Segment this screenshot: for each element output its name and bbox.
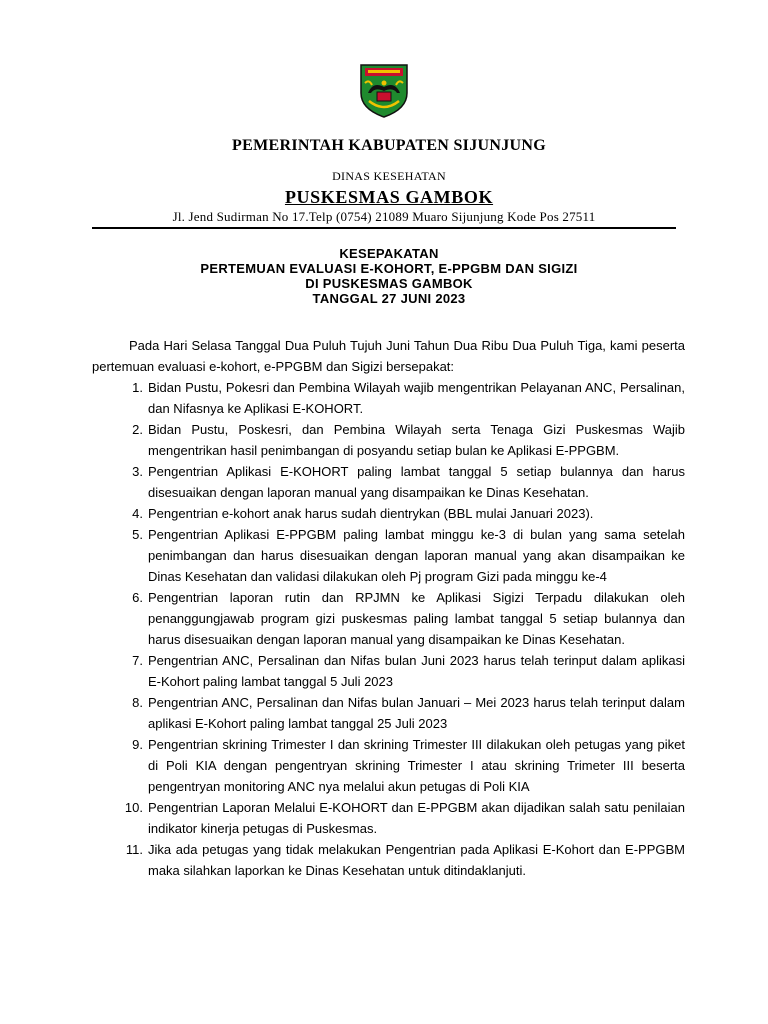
letterhead-divider — [92, 227, 676, 229]
title-line-2: PERTEMUAN EVALUASI E-KOHORT, E-PPGBM DAN SIGIZI — [200, 261, 578, 276]
item-text: Jika ada petugas yang tidak melakukan Pengentrian pada Aplikasi E-Kohort dan E-PPGBM maka silahkan laporkan ke Dinas Kesehatan untuk ditindaklanjuti. — [148, 842, 685, 878]
document-title — [0, 246, 768, 306]
intro-text: Pada Hari Selasa Tanggal Dua Puluh Tujuh Juni Tahun Dua Ribu Dua Puluh Tiga, kami peserta pertemuan evaluasi e-kohort, e-PPGBM dan Sigizi bersepakat: — [92, 338, 685, 374]
title-line-3: DI PUSKESMAS GAMBOK — [305, 276, 473, 291]
item-number: 4. — [132, 506, 143, 521]
government-title: PEMERINTAH KABUPATEN SIJUNJUNG — [232, 137, 546, 154]
regency-coat-of-arms-icon — [359, 63, 409, 119]
item-text: Bidan Pustu, Poskesri, dan Pembina Wilayah serta Tenaga Gizi Puskesmas Wajib mengentrikan hasil penimbangan di posyandu setiap bulan ke Aplikasi E-PPGBM. — [148, 422, 685, 458]
item-text: Pengentrian ANC, Persalinan dan Nifas bulan Januari – Mei 2023 harus telah terinput dalam aplikasi E-Kohort paling lambat tanggal 25 Juli 2023 — [148, 695, 685, 731]
list-item — [92, 587, 685, 650]
item-number: 11. — [125, 842, 143, 857]
list-item — [92, 524, 685, 587]
list-item — [92, 734, 685, 797]
item-number: 7. — [132, 653, 143, 668]
title-line-4: TANGGAL 27 JUNI 2023 — [312, 291, 466, 306]
list-item — [92, 377, 685, 419]
item-number: 1. — [132, 380, 143, 395]
item-number: 3. — [132, 464, 143, 479]
list-item — [92, 503, 685, 524]
list-item — [92, 692, 685, 734]
intro-paragraph — [92, 335, 685, 377]
item-text: Bidan Pustu, Pokesri dan Pembina Wilayah wajib mengentrikan Pelayanan ANC, Persalinan, dan Nifasnya ke Aplikasi E-KOHORT. — [148, 380, 685, 416]
item-number: 5. — [132, 527, 143, 542]
list-item — [92, 461, 685, 503]
department-name: DINAS KESEHATAN — [332, 169, 446, 183]
office-address: Jl. Jend Sudirman No 17.Telp (0754) 21089 Muaro Sijunjung Kode Pos 27511 — [172, 209, 596, 224]
item-text: Pengentrian Aplikasi E-KOHORT paling lambat tanggal 5 setiap bulannya dan harus disesuaikan dengan laporan manual yang disampaikan ke Dinas Kesehatan. — [148, 464, 685, 500]
list-item — [92, 650, 685, 692]
item-number: 8. — [132, 695, 143, 710]
item-number: 9. — [132, 737, 143, 752]
list-item — [92, 419, 685, 461]
item-text: Pengentrian skrining Trimester I dan skrining Trimester III dilakukan oleh petugas yang piket di Poli KIA dengan pengentryan skrining Trimester I atau skrining Trimeter III beserta pengentryan monitoring ANC nya melalui akun petugas di Poli KIA — [148, 737, 685, 794]
item-text: Pengentrian Laporan Melalui E-KOHORT dan E-PPGBM akan dijadikan salah satu penilaian indikator kinerja petugas di Puskesmas. — [148, 800, 685, 836]
list-item — [92, 839, 685, 881]
item-text: Pengentrian Aplikasi E-PPGBM paling lambat minggu ke-3 di bulan yang sama setelah penimbangan dan harus disesuaikan dengan laporan manual yang akan disampaikan ke Dinas Kesehatan dan validasi dilakukan oleh Pj program Gizi pada minggu ke-4 — [148, 527, 685, 584]
title-line-1: KESEPAKATAN — [339, 246, 439, 261]
item-text: Pengentrian laporan rutin dan RPJMN ke Aplikasi Sigizi Terpadu dilakukan oleh penanggungjawab program gizi puskesmas paling lambat tanggal 5 setiap bulannya dan harus disesuaikan dengan laporan manual yang disampaikan ke Dinas Kesehatan. — [148, 590, 685, 647]
item-number: 2. — [132, 422, 143, 437]
agreement-list — [92, 377, 685, 881]
item-text: Pengentrian ANC, Persalinan dan Nifas bulan Juni 2023 harus telah terinput dalam aplikasi E-Kohort paling lambat tanggal 5 Juli 2023 — [148, 653, 685, 689]
office-name: PUSKESMAS GAMBOK — [284, 187, 494, 207]
item-number: 6. — [132, 590, 143, 605]
item-text: Pengentrian e-kohort anak harus sudah dientrykan (BBL mulai Januari 2023). — [148, 506, 594, 521]
item-number: 10. — [124, 800, 143, 815]
list-item — [92, 797, 685, 839]
